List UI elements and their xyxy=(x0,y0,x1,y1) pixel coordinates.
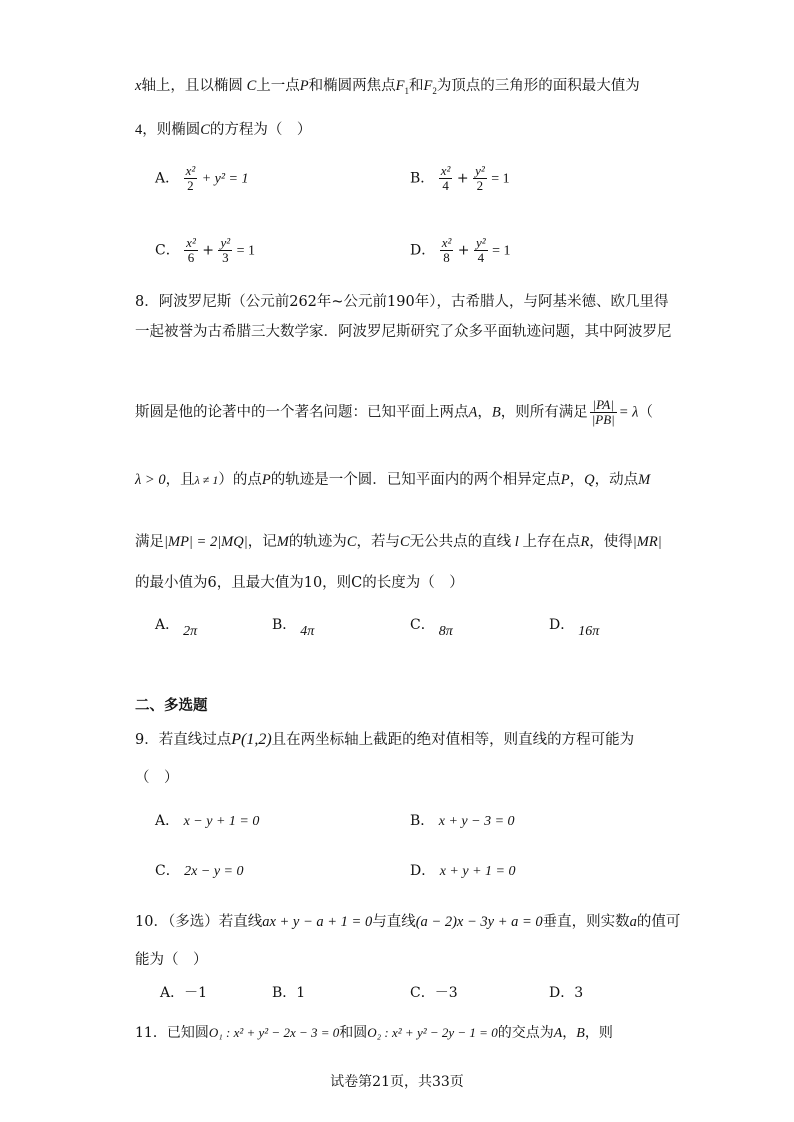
fraction: $\frac{\text{x²}}{4}$ xyxy=(440,163,451,193)
q8-line-1: 8．阿波罗尼斯（公元前262年~公元前190年），古希腊人，与阿基米德、欧几里得 xyxy=(135,294,669,310)
q7-option-c[interactable]: C． $\frac{\text{x²}}{6}$ + $\frac{\text{y²}}{3}$ = 1 xyxy=(155,235,256,265)
q10-line-1: 10．（多选）若直线ax + y − a + 1 = 0与直线(a − 2)x − 3y + a = 0垂直，则实数a的值可 xyxy=(135,914,681,930)
q7-line-1: x轴上，且以椭圆 C上一点P和椭圆两焦点$F_1$和$F_2$为顶点的三角形的面积最大值为 xyxy=(135,78,640,96)
q7-line-2: 4，则椭圆C的方程为（ ） xyxy=(135,122,312,138)
q8-option-d[interactable]: D． 16π xyxy=(549,617,600,639)
fraction: $\frac{\text{y²}}{4}$ xyxy=(476,235,486,265)
fraction: $\frac{\text{y²}}{3}$ xyxy=(220,235,231,265)
q9-line-1: 9．若直线过点P(1,2)且在两坐标轴上截距的绝对值相等，则直线的方程可能为 xyxy=(135,731,635,748)
page-footer: 试卷第21页，共33页 xyxy=(330,1074,464,1090)
q10-option-c[interactable]: C．－3 xyxy=(410,985,458,1001)
q7-option-d[interactable]: D． $\frac{\text{x²}}{8}$ + $\frac{\text{y²}}{4}$ = 1 xyxy=(410,235,511,265)
q11-line-1: 11．已知圆O₁ : x² + y² − 2x − 3 = 0和圆O₂ : x² + y² − 2y − 1 = 0的交点为A，B，则 xyxy=(135,1025,613,1041)
q7-option-b[interactable]: B． $\frac{\text{x²}}{4}$ + $\frac{\text{y²}}{2}$ = 1 xyxy=(410,163,510,193)
fraction: $\frac{\text{x²}}{2}$ xyxy=(185,163,196,193)
q9-line-2: （ ） xyxy=(135,770,179,786)
q9-option-d[interactable]: D． x + y + 1 = 0 xyxy=(410,863,516,879)
q10-option-d[interactable]: D．3 xyxy=(549,985,584,1001)
q10-line-2: 能为（ ） xyxy=(135,952,208,968)
q8-line-6: 的最小值为6，且最大值为10，则C的长度为（ ） xyxy=(135,575,464,591)
q10-option-b[interactable]: B．1 xyxy=(272,985,306,1001)
q9-option-b[interactable]: B． x + y − 3 = 0 xyxy=(410,813,515,829)
q8-line-3: 斯圆是他的论著中的一个著名问题：已知平面上两点A，B，则所有满足 $\frac{|PA|}{|PB|}$ = λ（ xyxy=(135,397,653,427)
q8-option-c[interactable]: C． 8π xyxy=(410,617,453,639)
fraction: $\frac{\text{y²}}{2}$ xyxy=(475,163,485,193)
q9-option-a[interactable]: A． x − y + 1 = 0 xyxy=(155,813,260,829)
q7-option-a[interactable]: A． $\frac{\text{x²}}{2}$ + y² = 1 xyxy=(155,163,249,193)
q8-line-4: λ > 0，且λ ≠ 1）的点P的轨迹是一个圆．已知平面内的两个相异定点P，Q，动点M xyxy=(135,472,651,488)
q9-option-c[interactable]: C． 2x − y = 0 xyxy=(155,863,244,879)
q8-option-a[interactable]: A． 2π xyxy=(155,617,198,639)
section-heading: 二、多选题 xyxy=(135,697,208,714)
q8-option-b[interactable]: B． 4π xyxy=(272,617,315,639)
fraction: $\frac{\text{x²}}{8}$ xyxy=(441,235,452,265)
ratio-fraction: $\frac{|PA|}{|PB|}$ xyxy=(591,397,615,427)
q10-option-a[interactable]: A．－1 xyxy=(160,985,208,1001)
fraction: $\frac{\text{x²}}{6}$ xyxy=(186,235,196,265)
q8-line-2: 一起被誉为古希腊三大数学家．阿波罗尼斯研究了众多平面轨迹问题，其中阿波罗尼 xyxy=(135,324,672,340)
q8-line-5: 满足|MP| = 2|MQ|，记M的轨迹为C，若与C无公共点的直线 l 上存在点R，使得|MR| xyxy=(135,534,662,550)
